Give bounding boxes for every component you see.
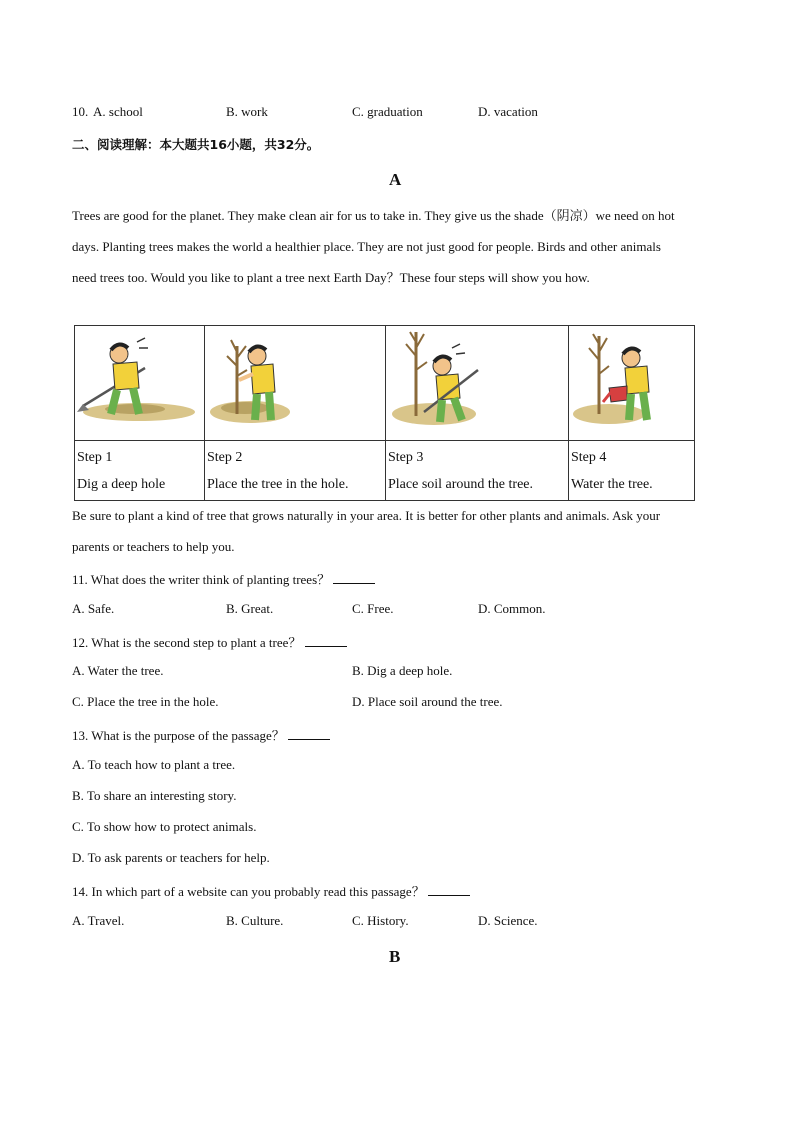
q12-option-d: D. Place soil around the tree. xyxy=(352,694,503,709)
q14-option-a: A. Travel. xyxy=(72,913,125,928)
q10-number: 10. xyxy=(72,104,89,119)
q11-answer-blank[interactable] xyxy=(333,571,375,584)
q13-stem-row xyxy=(72,725,330,744)
q13-option-d: D. To ask parents or teachers for help. xyxy=(72,850,270,865)
q13-option-a: A. To teach how to plant a tree. xyxy=(72,757,236,772)
step-3-text: Place soil around the tree. xyxy=(388,477,534,492)
q13-stem: 13. What is the purpose of the passage？ xyxy=(72,728,285,743)
q12-stem-row xyxy=(72,632,347,651)
man-shoveling-soil-icon xyxy=(386,326,568,441)
q10-option-a: A. school xyxy=(93,104,143,119)
q14-option-d: D. Science. xyxy=(478,913,538,928)
section-heading: 二、阅读理解：本大题共16小题，共32分。 xyxy=(72,137,320,152)
q12-option-b: B. Dig a deep hole. xyxy=(352,663,453,678)
q12-option-c: C. Place the tree in the hole. xyxy=(72,694,219,709)
q11-stem-row xyxy=(72,569,375,588)
q12-answer-blank[interactable] xyxy=(305,634,347,647)
q13-option-c: C. To show how to protect animals. xyxy=(72,819,257,834)
q13-answer-blank[interactable] xyxy=(288,727,330,740)
q11-option-a: A. Safe. xyxy=(72,601,115,616)
q14-answer-blank[interactable] xyxy=(428,883,470,896)
step-1-text: Dig a deep hole xyxy=(77,477,166,492)
passage-a-line-2: days. Planting trees makes the world a healthier place. They are not just good for people. Birds and other animals xyxy=(72,239,661,254)
passage-a-closing-line-1: Be sure to plant a kind of tree that grows naturally in your area. It is better for other plants and animals. Ask your xyxy=(72,508,661,523)
passage-a-label: A xyxy=(389,170,402,189)
q12-stem: 12. What is the second step to plant a tree？ xyxy=(72,635,302,650)
q10-option-b: B. work xyxy=(226,104,268,119)
q12-option-a: A. Water the tree. xyxy=(72,663,164,678)
step-2-text: Place the tree in the hole. xyxy=(207,477,349,492)
passage-b-label: B xyxy=(389,947,401,966)
step-4-title: Step 4 xyxy=(571,450,607,465)
passage-a-line-1: Trees are good for the planet. They make clean air for us to take in. They give us the shade（阴凉）we need on hot xyxy=(72,208,675,223)
q11-option-c: C. Free. xyxy=(352,601,394,616)
q11-option-b: B. Great. xyxy=(226,601,274,616)
man-watering-tree-icon xyxy=(569,326,694,441)
step-4-cell xyxy=(569,326,695,501)
step-1-title: Step 1 xyxy=(77,450,113,465)
passage-a-intro xyxy=(72,200,722,293)
q11-option-d: D. Common. xyxy=(478,601,546,616)
passage-a-line-3: need trees too. Would you like to plant a tree next Earth Day？These four steps will show you how. xyxy=(72,270,590,285)
man-placing-tree-icon xyxy=(205,326,385,441)
q14-stem-row xyxy=(72,881,470,900)
q10-option-d: D. vacation xyxy=(478,104,538,119)
passage-a-closing xyxy=(72,500,722,562)
step-3-cell xyxy=(386,326,569,501)
q11-stem: 11. What does the writer think of planting trees？ xyxy=(72,572,331,587)
man-digging-icon xyxy=(75,326,204,441)
q13-option-b: B. To share an interesting story. xyxy=(72,788,237,803)
q10-option-c: C. graduation xyxy=(352,104,423,119)
step-1-cell xyxy=(75,326,205,501)
passage-a-closing-line-2: parents or teachers to help you. xyxy=(72,539,235,554)
tree-planting-steps-table xyxy=(74,325,695,501)
step-2-cell xyxy=(205,326,386,501)
step-2-title: Step 2 xyxy=(207,450,243,465)
q14-option-b: B. Culture. xyxy=(226,913,284,928)
q14-stem: 14. In which part of a website can you probably read this passage？ xyxy=(72,884,425,899)
step-4-text: Water the tree. xyxy=(571,477,653,492)
step-3-title: Step 3 xyxy=(388,450,424,465)
q14-option-c: C. History. xyxy=(352,913,409,928)
